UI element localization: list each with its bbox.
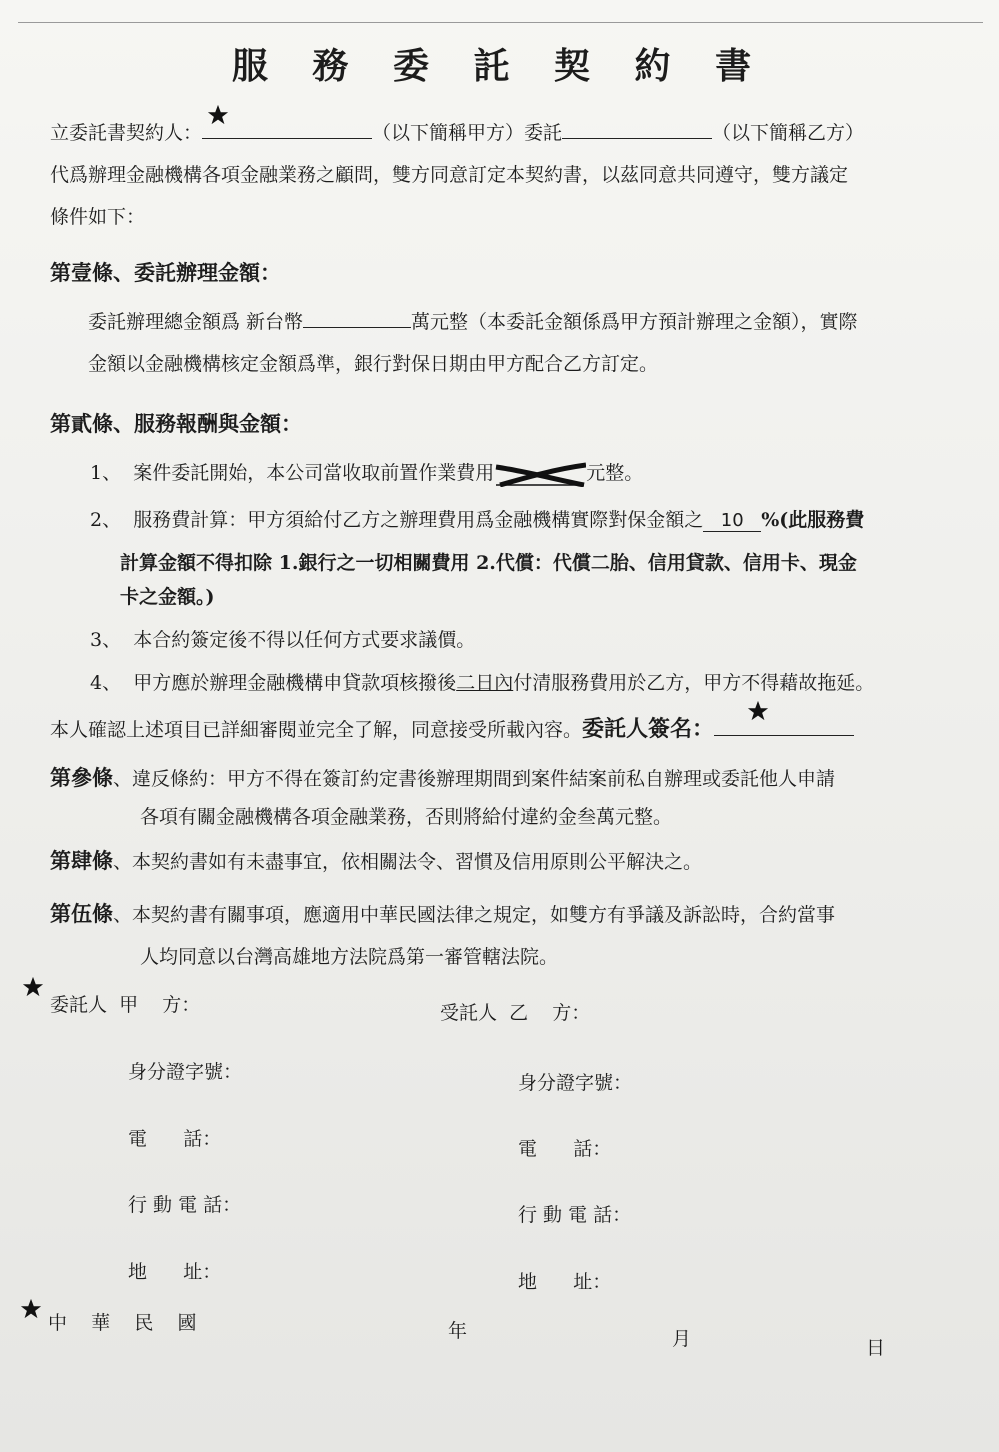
party-a-label: 委託人 甲 方： [50,994,201,1016]
article-3-line-2: 各項有關金融機構各項金融業務，否則將給付違約金叁萬元整。 [140,806,673,828]
intro-party-a-note: （以下簡稱甲方）委託 [372,122,563,144]
item-1-text: 案件委託開始，本公司當收取前置作業費用 [133,462,495,484]
party-b-label: 受託人 乙 方： [440,1002,591,1024]
article-1-line-2: 金額以金融機構核定金額爲準，銀行對保日期由甲方配合乙方訂定。 [88,353,659,375]
party-a-phone-label: 電 話： [128,1128,222,1150]
item-4-number: 4、 [90,672,122,694]
intro-party-label: 立委託書契約人： [50,122,203,144]
cross-out-mark [494,461,586,487]
intro-line-3: 條件如下： [50,206,146,228]
party-a-address-label: 地 址： [128,1261,222,1283]
item-1-number: 1、 [90,462,122,484]
item-1-unit: 元整。 [586,462,644,484]
intro-party-b-note: （以下簡稱乙方） [712,122,865,144]
confirmation-line [50,712,854,743]
intro-line-2: 代爲辦理金融機構各項金融業務之顧問，雙方同意訂定本契約書，以茲同意共同遵守，雙方議定 [50,164,849,186]
article-5-line-1 [50,898,835,928]
item-2-text: 服務費計算：甲方須給付乙方之辦理費用爲金融機構實際對保金額之 [133,509,704,531]
article-3-line-1 [50,762,835,792]
intro-line-1 [50,118,864,145]
party-b-id-label: 身分證字號： [518,1072,633,1094]
article-2-item-2-line-2: 計算金額不得扣除 1.銀行之一切相關費用 2.代償：代償二胎、信用貸款、信用卡、現金 [120,552,857,574]
article-5-text-1: 、本契約書有關事項，應適用中華民國法律之規定，如雙方有爭議及訴訟時，合約當事 [113,904,836,926]
article-2-item-1 [90,458,643,487]
item-2-number: 2、 [90,509,122,531]
article-4-line-1 [50,845,702,875]
date-day-label: 日 [866,1337,886,1359]
article-2-item-2 [90,505,864,532]
article-4-heading: 第肆條 [50,848,113,873]
article-1-heading: 第壹條、委託辦理金額： [50,260,281,285]
date-month-label: 月 [672,1328,692,1350]
party-b-mobile-label: 行 動 電 話： [518,1204,632,1226]
item-3-number: 3、 [90,629,122,651]
party-b-name-field[interactable] [562,119,712,139]
article-5-line-2: 人均同意以台灣高雄地方法院爲第一審管轄法院。 [140,946,559,968]
party-b-phone-label: 電 話： [518,1138,612,1160]
party-a-mobile-label: 行 動 電 話： [128,1194,242,1216]
article-2-heading: 第貳條、服務報酬與金額： [50,411,302,436]
party-b-address-label: 地 址： [518,1271,612,1293]
amount-note: 萬元整（本委託金額係爲甲方預計辦理之金額），實際 [411,311,858,333]
page-edge-line [18,22,983,23]
date-year-label: 年 [448,1320,468,1342]
article-1-line-1 [88,307,858,334]
star-icon [207,104,229,126]
service-fee-percent[interactable]: 10 [703,510,761,532]
amount-label: 委託辦理總金額爲 新台幣 [88,311,304,333]
client-signature-label: 委託人簽名： [582,716,715,742]
article-2-item-3 [90,625,475,652]
confirmation-text: 本人確認上述項目已詳細審閱並完全了解，同意接受所載內容。 [50,719,583,741]
item-3-text: 本合約簽定後不得以任何方式要求議價。 [133,629,476,651]
star-icon [22,976,44,998]
article-5-heading: 第伍條 [50,901,113,926]
amount-field[interactable] [303,308,411,328]
roc-date-label: 中 華 民 國 [48,1312,197,1334]
client-signature-field[interactable] [714,716,854,736]
article-4-text: 、本契約書如有未盡事宜，依相關法令、習慣及信用原則公平解決之。 [113,851,703,873]
item-2-suffix: %(此服務費 [761,509,865,531]
article-2-item-2-line-3: 卡之金額。) [120,586,215,608]
article-3-heading: 第參條 [50,765,113,790]
party-a-id-label: 身分證字號： [128,1061,243,1083]
item-4-text-b: 付清服務費用於乙方，甲方不得藉故拖延。 [513,672,875,694]
document-title: 服 務 委 託 契 約 書 [231,45,768,87]
article-2-item-4 [90,668,874,695]
item-4-deadline: 二日內 [456,672,514,694]
item-4-text-a: 甲方應於辦理金融機構申貸款項核撥後 [133,672,457,694]
article-3-text-1: 、違反條約：甲方不得在簽訂約定書後辦理期間到案件結案前私自辦理或委託他人申請 [113,768,836,790]
star-icon [20,1298,42,1320]
star-icon [747,700,769,722]
